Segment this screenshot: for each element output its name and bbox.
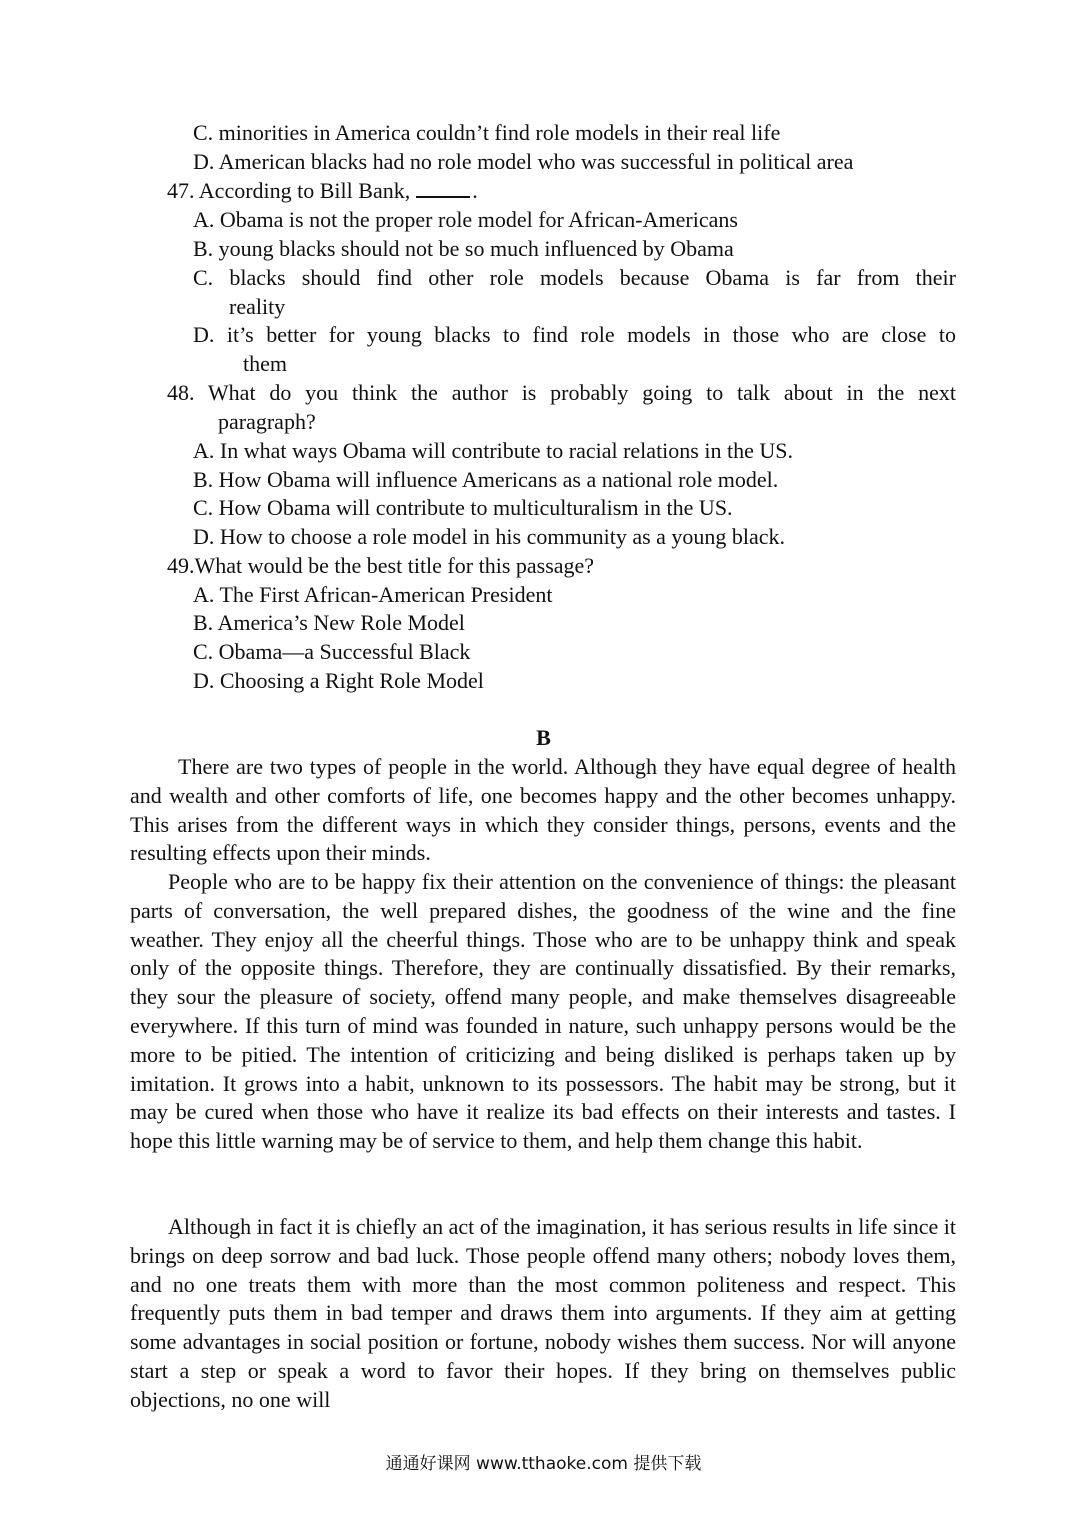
q46-option-c: C. minorities in America couldn’t find role models in their real life	[193, 120, 781, 145]
q48-option-c: C. How Obama will contribute to multiculturalism in the US.	[193, 495, 733, 520]
q49-option-d: D. Choosing a Right Role Model	[193, 668, 484, 693]
q47-option-c-line2: reality	[229, 294, 286, 319]
q49-option-b: B. America’s New Role Model	[193, 610, 465, 635]
page-footer: 通通好课网 www.tthaoke.com 提供下载	[385, 1454, 702, 1474]
answer-blank	[416, 178, 470, 198]
passage-paragraph-1: There are two types of people in the world. Although they have equal degree of health and wealth and other comforts of life, one becomes happy and the other becomes unhappy. This arises from the different ways in which they consider things, persons, events and the resulting effects upon their minds.	[130, 754, 956, 866]
q49-stem: 49.What would be the best title for this passage?	[167, 553, 595, 578]
q47-stem-text: 47. According to Bill Bank,	[167, 178, 411, 203]
q48-stem-line1: 48. What do you think the author is probably going to talk about in the next	[167, 380, 956, 405]
q46-option-d: D. American blacks had no role model who was successful in political area	[193, 149, 854, 174]
q47-option-c-line1: C. blacks should find other role models because Obama is far from their	[193, 265, 956, 290]
q49-option-c: C. Obama—a Successful Black	[193, 639, 471, 664]
q48-option-a: A. In what ways Obama will contribute to racial relations in the US.	[193, 438, 793, 463]
q48-option-d: D. How to choose a role model in his community as a young black.	[193, 524, 786, 549]
q48-option-b: B. How Obama will influence Americans as a national role model.	[193, 467, 779, 492]
passage-paragraph-2: People who are to be happy fix their attention on the convenience of things: the pleasant parts of conversation, the well prepared dishes, the goodness of the wine and the fine weather. They enjoy all the cheerful things. Those who are to be unhappy think and speak only of the opposite things. Therefore, they are continually dissatisfied. By their remarks, they sour the pleasure of society, offend many people, and make themselves disagreeable everywhere. If this turn of mind was founded in nature, such unhappy persons would be the more to be pitied. The intention of criticizing and being disliked is perhaps taken up by imitation. It grows into a habit, unknown to its possessors. The habit may be strong, but it may be cured when those who have it realize its bad effects on their interests and tastes. I hope this little warning may be of service to them, and help them change this habit.	[130, 869, 956, 1154]
q47-stem-end: .	[472, 178, 478, 203]
q47-stem	[167, 177, 478, 205]
q47-option-b: B. young blacks should not be so much influenced by Obama	[193, 236, 734, 261]
q47-option-d-line1: D. it’s better for young blacks to find role models in those who are close to	[193, 322, 956, 347]
section-heading: B	[536, 725, 551, 750]
passage-paragraph-3: Although in fact it is chiefly an act of the imagination, it has serious results in life since it brings on deep sorrow and bad luck. Those people offend many others; nobody loves them, and no one treats them with more than the most common politeness and respect. This frequently puts them in bad temper and draws them into arguments. If they aim at getting some advantages in social position or fortune, nobody wishes them success. Nor will anyone start a step or speak a word to favor their hopes. If they bring on themselves public objections, no one will	[130, 1214, 956, 1412]
q49-option-a: A. The First African-American President	[193, 582, 553, 607]
q47-option-a: A. Obama is not the proper role model for African-Americans	[193, 207, 738, 232]
q47-option-d-line2: them	[243, 351, 287, 376]
q48-stem-line2: paragraph?	[218, 409, 316, 434]
